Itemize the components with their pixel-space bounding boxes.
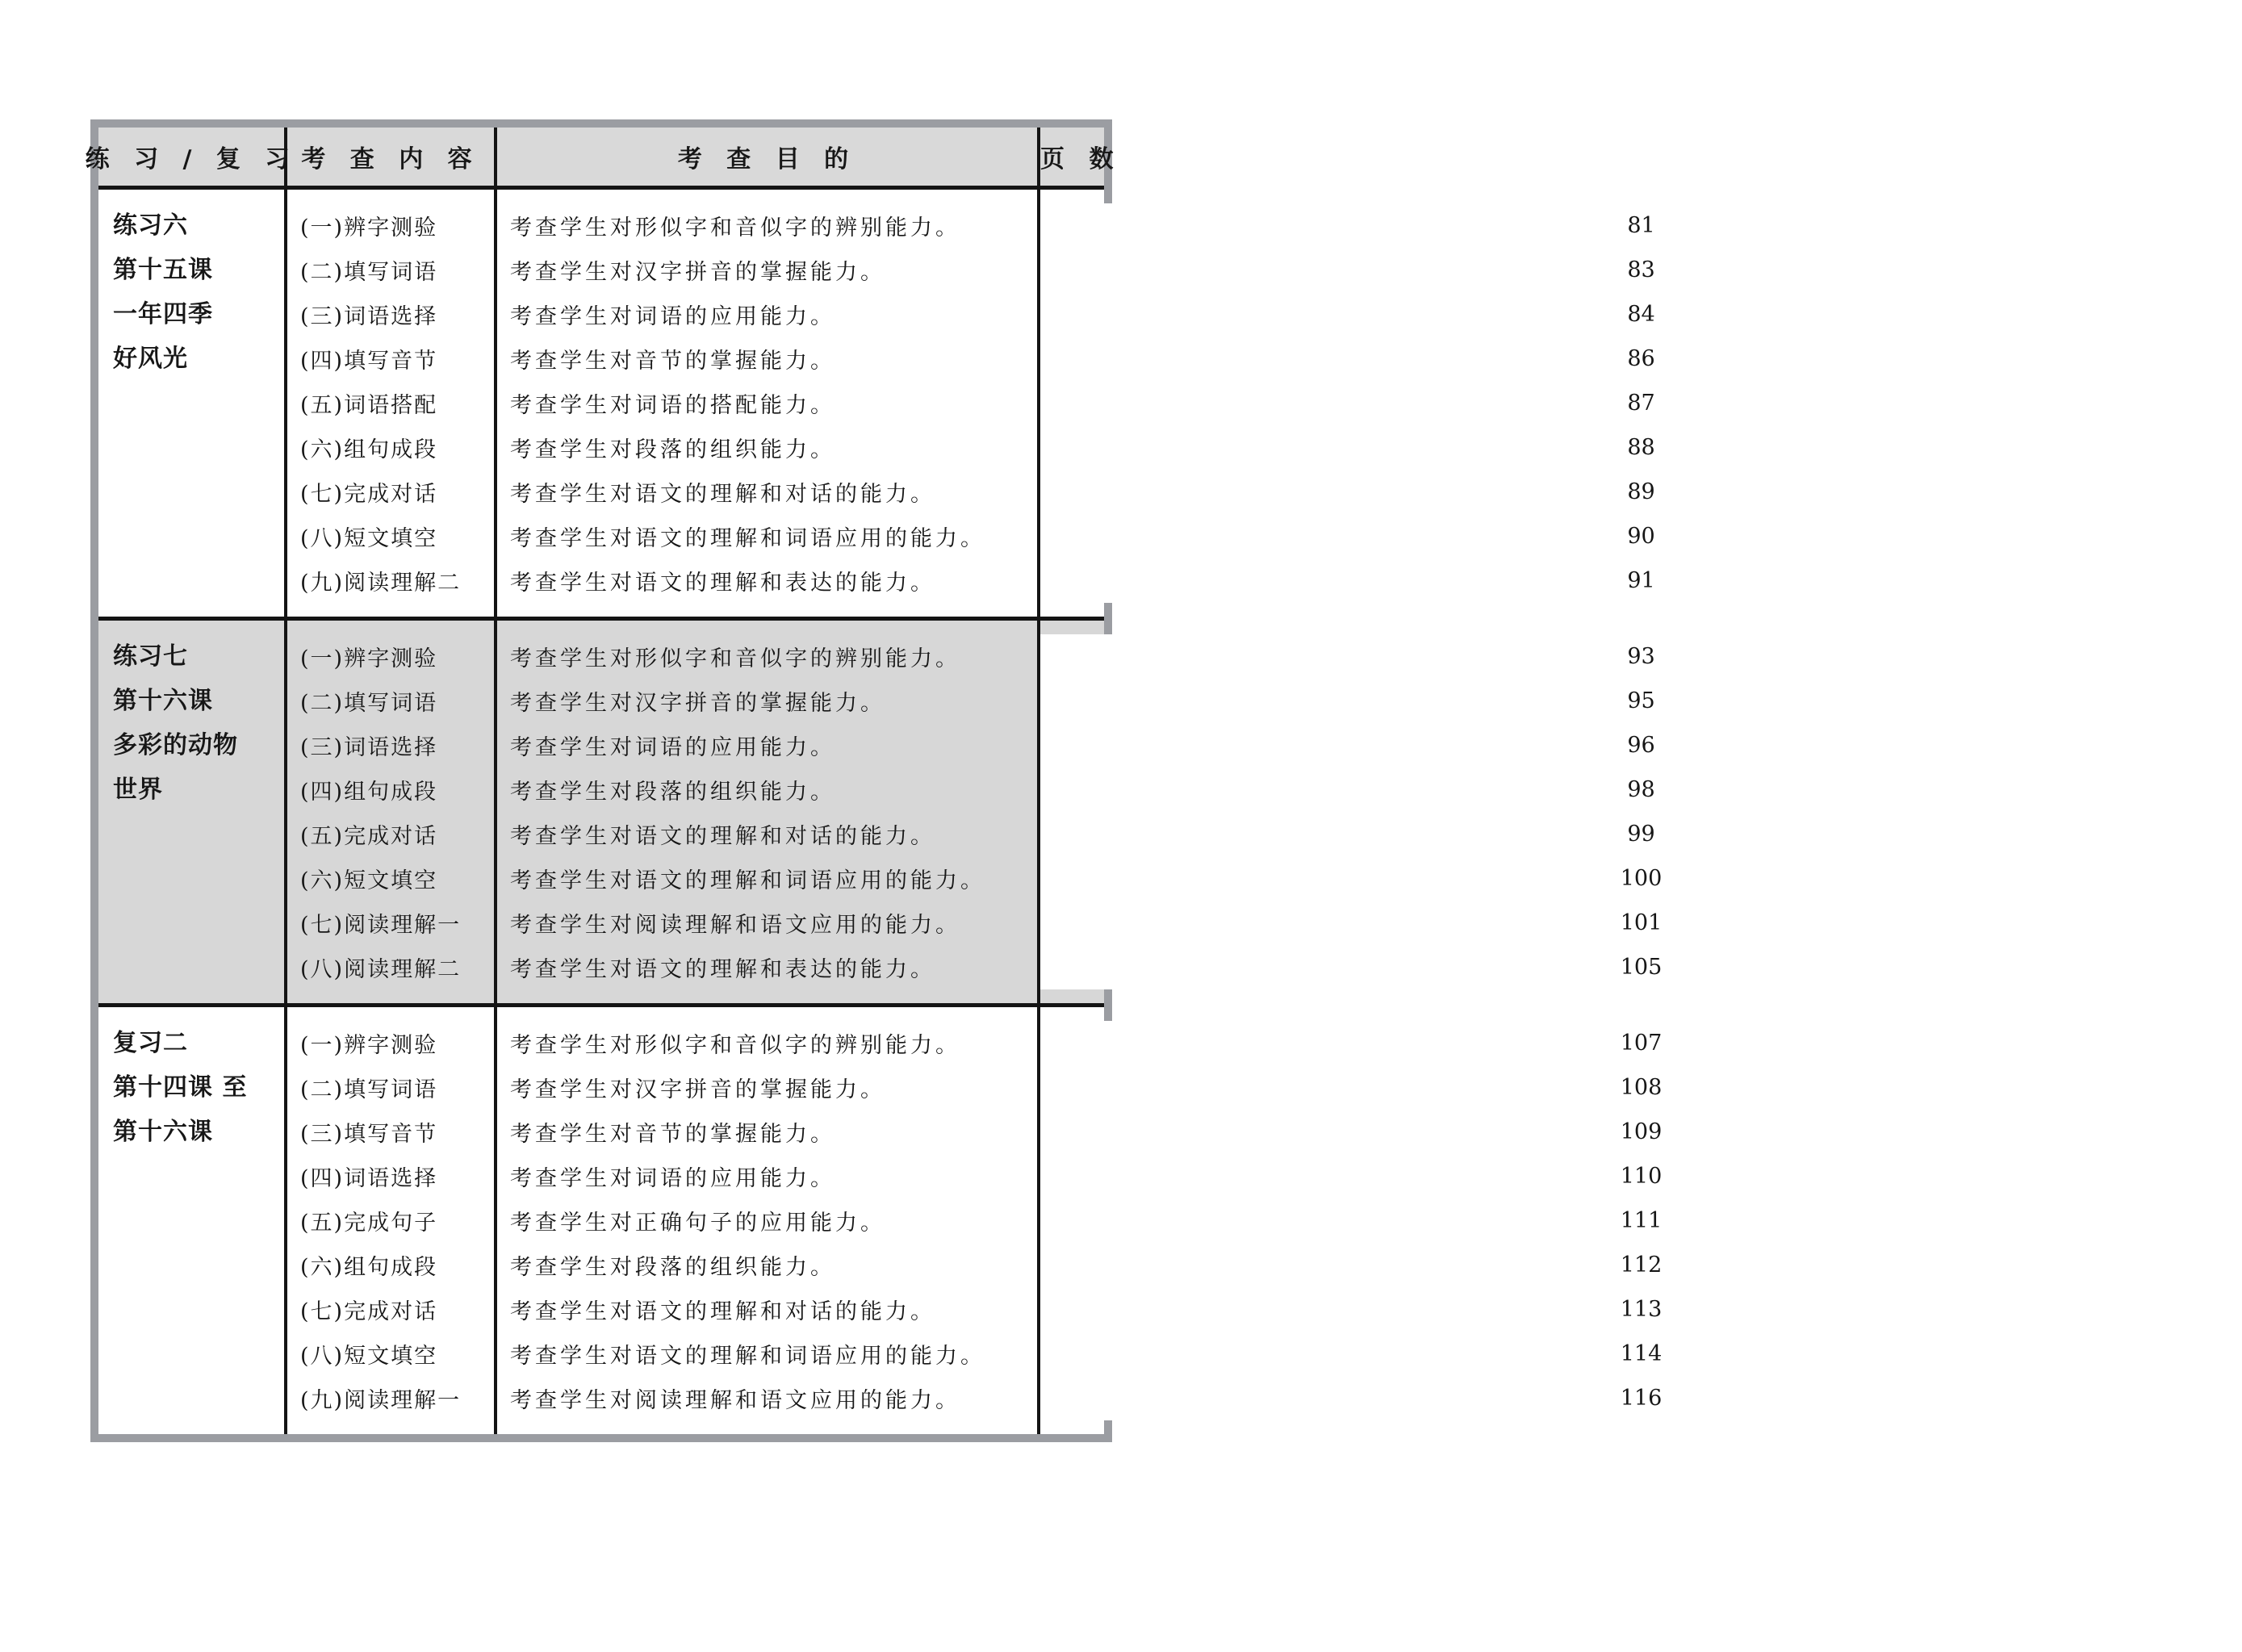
test-content-cell: (一)辨字测验 bbox=[300, 1033, 438, 1058]
page-number-cell: 100 bbox=[1040, 856, 2242, 901]
test-content-cell: (四)组句成段 bbox=[300, 780, 438, 805]
test-purpose-cell: 考查学生对语文的理解和对话的能力。 bbox=[510, 824, 935, 849]
purpose-column bbox=[494, 621, 1037, 1003]
page-number-cell: 84 bbox=[1040, 292, 2242, 337]
test-content-cell: (六)组句成段 bbox=[300, 1255, 438, 1280]
test-purpose-cell: 考查学生对形似字和音似字的辨别能力。 bbox=[510, 215, 960, 240]
test-content-cell: (九)阅读理解一 bbox=[300, 1388, 462, 1413]
test-purpose-cell: 考查学生对汉字拼音的掌握能力。 bbox=[510, 1077, 885, 1102]
test-purpose-cell: 考查学生对汉字拼音的掌握能力。 bbox=[510, 691, 885, 716]
section-title-line: 第十六课 bbox=[113, 687, 213, 715]
content-column bbox=[284, 1007, 494, 1434]
table-body bbox=[98, 190, 1663, 1434]
section-title-line: 多彩的动物 bbox=[113, 731, 238, 759]
test-content-cell: (八)短文填空 bbox=[300, 1344, 438, 1369]
purpose-column bbox=[494, 1007, 1037, 1434]
test-content-cell: (四)填写音节 bbox=[300, 349, 438, 374]
page-number-cell: 81 bbox=[1040, 203, 2242, 248]
page-column bbox=[1037, 1007, 2242, 1434]
page-number-cell: 90 bbox=[1040, 514, 2242, 558]
page-number-cell: 89 bbox=[1040, 470, 2242, 514]
section-title-line: 复习二 bbox=[113, 1029, 188, 1057]
test-content-cell: (六)短文填空 bbox=[300, 868, 438, 893]
section-title-line: 世界 bbox=[113, 776, 163, 804]
test-content-cell: (三)词语选择 bbox=[300, 304, 438, 329]
test-content-cell: (二)填写词语 bbox=[300, 691, 438, 716]
test-purpose-cell: 考查学生对语文的理解和词语应用的能力。 bbox=[510, 868, 985, 893]
page-number-cell: 91 bbox=[1040, 558, 2242, 603]
section-title-column bbox=[98, 621, 284, 1003]
page-number-cell: 114 bbox=[1040, 1332, 2242, 1376]
content-column bbox=[284, 190, 494, 617]
header-test-content: 考 查 内 容 bbox=[284, 128, 494, 186]
page-number-cell: 83 bbox=[1040, 248, 2242, 292]
page-number-cell: 87 bbox=[1040, 381, 2242, 425]
test-purpose-cell: 考查学生对语文的理解和词语应用的能力。 bbox=[510, 1344, 985, 1369]
section-title-line: 第十五课 bbox=[113, 256, 213, 284]
test-content-cell: (五)完成句子 bbox=[300, 1211, 438, 1236]
section-title-line: 第十四课 至 bbox=[113, 1073, 248, 1102]
header-exercise-review: 练 习 / 复 习 bbox=[85, 145, 298, 174]
table-section bbox=[98, 1003, 1663, 1434]
header-page-number: 页 数 bbox=[1037, 128, 1121, 186]
page-number-cell: 109 bbox=[1040, 1110, 2242, 1154]
page-number-cell: 110 bbox=[1040, 1154, 2242, 1198]
section-title-line: 第十六课 bbox=[113, 1118, 213, 1146]
test-purpose-cell: 考查学生对语文的理解和对话的能力。 bbox=[510, 482, 935, 507]
test-content-cell: (七)阅读理解一 bbox=[300, 913, 462, 938]
test-content-cell: (二)填写词语 bbox=[300, 260, 438, 285]
test-content-cell: (五)完成对话 bbox=[300, 824, 438, 849]
test-purpose-cell: 考查学生对段落的组织能力。 bbox=[510, 780, 835, 805]
test-content-cell: (五)词语搭配 bbox=[300, 393, 438, 418]
test-content-cell: (一)辨字测验 bbox=[300, 646, 438, 671]
page-number-cell: 88 bbox=[1040, 425, 2242, 470]
test-purpose-cell: 考查学生对语文的理解和表达的能力。 bbox=[510, 957, 935, 982]
test-content-cell: (三)词语选择 bbox=[300, 735, 438, 760]
test-content-cell: (三)填写音节 bbox=[300, 1122, 438, 1147]
test-purpose-cell: 考查学生对音节的掌握能力。 bbox=[510, 1122, 835, 1147]
section-title-line: 一年四季 bbox=[113, 300, 213, 328]
test-purpose-cell: 考查学生对汉字拼音的掌握能力。 bbox=[510, 260, 885, 285]
section-title-column bbox=[98, 190, 284, 617]
test-purpose-cell: 考查学生对段落的组织能力。 bbox=[510, 437, 835, 462]
page-number-cell: 98 bbox=[1040, 767, 2242, 812]
table-section bbox=[98, 617, 1663, 1003]
page-number-cell: 108 bbox=[1040, 1065, 2242, 1110]
section-title-line: 练习七 bbox=[113, 642, 188, 671]
test-content-cell: (六)组句成段 bbox=[300, 437, 438, 462]
test-content-cell: (九)阅读理解二 bbox=[300, 571, 462, 596]
page-number-cell: 105 bbox=[1040, 945, 2242, 989]
page-number-cell: 99 bbox=[1040, 812, 2242, 856]
test-content-cell: (八)阅读理解二 bbox=[300, 957, 462, 982]
test-purpose-cell: 考查学生对音节的掌握能力。 bbox=[510, 349, 835, 374]
purpose-column bbox=[494, 190, 1037, 617]
test-purpose-cell: 考查学生对阅读理解和语文应用的能力。 bbox=[510, 1388, 960, 1413]
test-content-cell: (八)短文填空 bbox=[300, 526, 438, 551]
test-content-cell: (一)辨字测验 bbox=[300, 215, 438, 240]
test-purpose-cell: 考查学生对语文的理解和对话的能力。 bbox=[510, 1299, 935, 1324]
table-section bbox=[98, 190, 1655, 617]
test-purpose-cell: 考查学生对段落的组织能力。 bbox=[510, 1255, 835, 1280]
page-number-cell: 113 bbox=[1040, 1287, 2242, 1332]
page-number-cell: 96 bbox=[1040, 723, 2242, 767]
page-number-cell: 86 bbox=[1040, 337, 2242, 381]
test-content-cell: (二)填写词语 bbox=[300, 1077, 438, 1102]
page-column bbox=[1037, 621, 2242, 1003]
assessment-overview-table bbox=[85, 119, 1663, 1442]
test-purpose-cell: 考查学生对正确句子的应用能力。 bbox=[510, 1211, 885, 1236]
page-number-cell: 111 bbox=[1040, 1198, 2242, 1243]
header-test-purpose: 考 查 目 的 bbox=[494, 128, 1037, 186]
test-purpose-cell: 考查学生对词语的应用能力。 bbox=[510, 735, 835, 760]
test-purpose-cell: 考查学生对形似字和音似字的辨别能力。 bbox=[510, 1033, 960, 1058]
test-purpose-cell: 考查学生对语文的理解和表达的能力。 bbox=[510, 571, 935, 596]
page-number-cell: 95 bbox=[1040, 679, 2242, 723]
page-column bbox=[1037, 190, 2242, 617]
section-title-line: 练习六 bbox=[113, 211, 188, 240]
test-content-cell: (七)完成对话 bbox=[300, 1299, 438, 1324]
test-purpose-cell: 考查学生对语文的理解和词语应用的能力。 bbox=[510, 526, 985, 551]
section-title-line: 好风光 bbox=[113, 345, 188, 373]
page-number-cell: 116 bbox=[1040, 1376, 2242, 1420]
test-content-cell: (四)词语选择 bbox=[300, 1166, 438, 1191]
test-purpose-cell: 考查学生对形似字和音似字的辨别能力。 bbox=[510, 646, 960, 671]
table-header-row bbox=[85, 128, 1122, 190]
test-purpose-cell: 考查学生对词语的搭配能力。 bbox=[510, 393, 835, 418]
page-number-cell: 107 bbox=[1040, 1021, 2242, 1065]
page-number-cell: 101 bbox=[1040, 901, 2242, 945]
section-title-column bbox=[98, 1007, 284, 1434]
test-content-cell: (七)完成对话 bbox=[300, 482, 438, 507]
test-purpose-cell: 考查学生对阅读理解和语文应用的能力。 bbox=[510, 913, 960, 938]
test-purpose-cell: 考查学生对词语的应用能力。 bbox=[510, 1166, 835, 1191]
content-column bbox=[284, 621, 494, 1003]
test-purpose-cell: 考查学生对词语的应用能力。 bbox=[510, 304, 835, 329]
page-number-cell: 93 bbox=[1040, 634, 2242, 679]
page-number-cell: 112 bbox=[1040, 1243, 2242, 1287]
